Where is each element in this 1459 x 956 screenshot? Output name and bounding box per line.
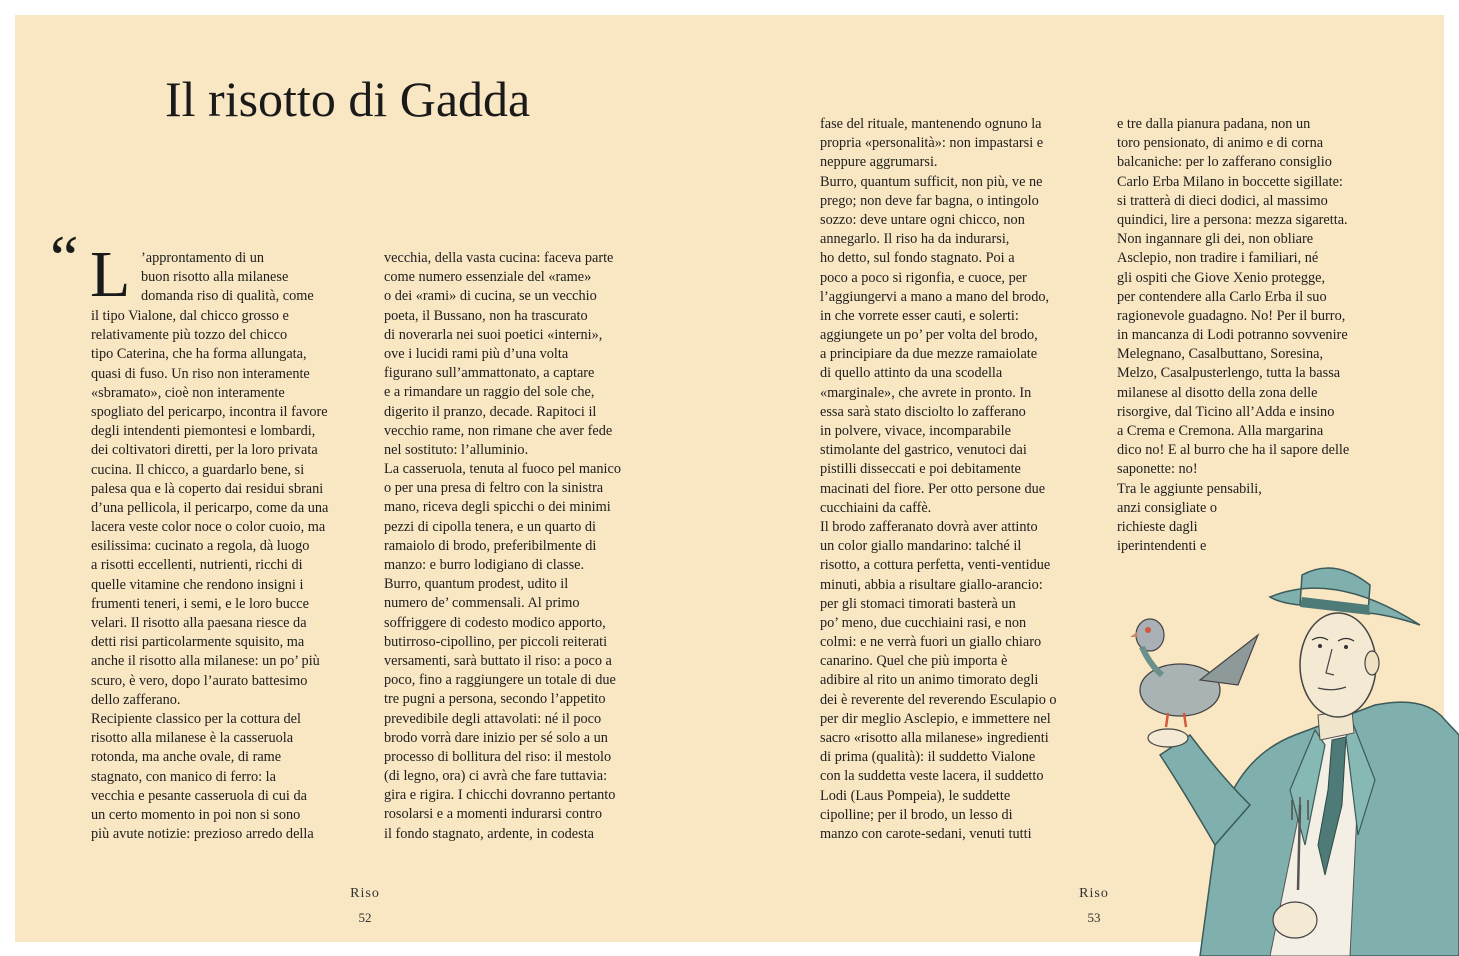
text-line: neppure aggrumarsi. [820, 154, 938, 171]
text-line: dei coltivatori diretti, per la loro privata [91, 442, 318, 459]
text-line: degli intendenti piemontesi e lombardi, [91, 423, 316, 440]
text-line: mano, riceva degli spicchi o dei minimi [384, 499, 611, 516]
text-line: in polvere, vivace, incomparabile [820, 423, 1011, 439]
text-line: colmi: e ne verrà fuori un giallo chiaro [820, 634, 1042, 651]
text-line: quelle vitamine che rendono insigni i [91, 576, 304, 593]
page-title: Il risotto di Gadda [165, 71, 531, 127]
text-line: per gli stomaci timorati basterà un [820, 595, 1016, 612]
text-line: o dei «rami» di cucina, se un vecchio [384, 288, 597, 305]
text-line: l’aggiungervi a mano a mano del brodo, [820, 288, 1050, 305]
text-line: poco a poco si rigonfia, e cuoce, per [820, 269, 1027, 286]
text-line: manzo con carote-sedani, venuti tutti [820, 825, 1032, 842]
text-line: esilissima: cucinato a regola, dà luogo [91, 538, 310, 555]
text-line: a principiare da due mezze ramaiolate [820, 346, 1038, 363]
text-line: gira e rigira. I chicchi dovranno pertanto [384, 787, 616, 804]
text-line: nel sostituto: l’alluminio. [384, 441, 529, 458]
text-line: risorgive, dal Ticino all’Adda e insino [1117, 403, 1335, 420]
text-line: versamenti, sarà buttato il riso: a poco a [384, 652, 612, 669]
text-line: prevedibile degli attavolati: né il poco [384, 710, 602, 727]
text-line: risotto alla milanese è la casseruola [91, 730, 294, 747]
text-line: dei è reverente del reverendo Esculapio o [820, 691, 1057, 708]
drop-cap: L [90, 238, 131, 311]
text-line: digerito il pranzo, decade. Rapitoci il [384, 403, 597, 420]
text-line: ho detto, sul fondo stagnato. Poi a [820, 250, 1015, 267]
running-footer-label: Riso [1079, 886, 1109, 901]
text-line: gli ospiti che Giove Xenio protegge, [1117, 269, 1326, 286]
text-line: saponette: no! [1117, 461, 1198, 478]
text-line: La casseruola, tenuta al fuoco pel manico [384, 461, 621, 478]
text-line: annegarlo. Il riso ha da indurarsi, [820, 231, 1010, 248]
text-line: ragionevole guadagno. No! Per il burro, [1117, 307, 1346, 324]
text-line: balcaniche: per lo zafferano consiglio [1117, 154, 1332, 171]
text-line: po’ meno, due cucchiaini rasi, e non [820, 614, 1027, 631]
text-line: macinati del fiore. Per otto persone due [820, 480, 1046, 497]
text-line: in mancanza di Lodi potranno sovvenire [1117, 327, 1348, 344]
opening-quote-mark: “ [50, 222, 79, 293]
text-line: (di legno, ora) ci avrà che fare tuttavia: [384, 768, 608, 785]
text-line: vecchia e pesante casseruola di cui da [91, 787, 307, 804]
text-line: cipolline; per il brodo, un lesso di [820, 806, 1013, 823]
text-line: iperintendenti e [1117, 538, 1207, 555]
text-column-1-intro [141, 249, 314, 307]
text-line: velari. Il risotto alla paesana riesce da [91, 615, 307, 631]
text-line: Carlo Erba Milano in boccette sigillate: [1117, 173, 1343, 190]
text-line: detti risi particolarmente squisito, ma [91, 634, 305, 651]
illustration-man-with-pigeon [1120, 545, 1459, 956]
text-line: relativamente più tozzo del chicco [91, 327, 288, 344]
text-line: domanda riso di qualità, come [141, 288, 314, 305]
text-line: toro pensionato, di animo e di corna [1117, 135, 1324, 152]
text-line: «sbramato», cioè non interamente [91, 384, 285, 401]
text-line: manzo: e burro lodigiano di classe. [384, 557, 585, 573]
text-line: pistilli disseccati e poi debitamente [820, 461, 1021, 478]
text-line: rosolarsi e a momenti indurarsi contro [384, 806, 602, 823]
page-footer-left [335, 886, 395, 926]
text-line: poco, fino a raggiungere un totale di due [384, 672, 616, 689]
text-line: Tra le aggiunte pensabili, [1117, 480, 1262, 497]
text-line: risotto, a cottura perfetta, venti-ventidue [820, 557, 1051, 574]
text-line: come numero essenziale del «rame» [384, 269, 592, 286]
text-line: a risotti eccellenti, nutrienti, ricchi di [91, 557, 303, 574]
text-line: minuti, abbia a risultare giallo-arancio: [820, 576, 1043, 593]
text-line: tipo Caterina, che ha forma allungata, [91, 346, 307, 363]
text-line: «marginale», che avrete in pronto. In [820, 384, 1032, 401]
text-line: brodo vorrà dare inizio per sé solo a un [384, 729, 608, 746]
text-line: in che vorrete esser cauti, e solerti: [820, 307, 1019, 324]
text-line: lacera veste color noce o color cuoio, ma [91, 519, 326, 536]
text-line: Lodi (Laus Pompeia), le suddette [820, 787, 1011, 804]
text-line: sacro «risotto alla milanese» ingredienti [820, 730, 1049, 746]
text-line: scuro, è vero, dopo l’aurato battesimo [91, 672, 308, 689]
text-line: Non ingannare gli dei, non obliare [1117, 231, 1314, 248]
text-line: numero de’ commensali. Al primo [384, 595, 580, 612]
text-line: spogliato del pericarpo, incontra il favore [91, 403, 328, 420]
text-line: Burro, quantum sufficit, non più, ve ne [820, 173, 1043, 190]
text-column-2 [384, 249, 621, 844]
text-line: cucina. Il chicco, a guardarlo bene, si [91, 461, 305, 478]
text-line: processo di bollitura del riso: il mestolo [384, 748, 612, 765]
text-line: il fondo stagnato, ardente, in codesta [384, 825, 595, 842]
text-line: dello zafferano. [91, 691, 181, 708]
text-line: adibire al rito un animo timorato degli [820, 672, 1039, 689]
text-line: a Crema e Cremona. Alla margarina [1117, 423, 1324, 439]
text-line: propria «personalità»: non impastarsi e [820, 135, 1044, 152]
text-line: Asclepio, non tradire i familiari, né [1117, 250, 1319, 267]
text-line: ove i lucidi rami più d’una volta [384, 345, 569, 362]
text-line: soffriggere di codesto modico apporto, [384, 614, 606, 631]
text-line: aggiungete un po’ per volta del brodo, [820, 327, 1038, 344]
text-line: con la suddetta veste lacera, il suddetto [820, 768, 1044, 785]
text-line: di prima (qualità): il suddetto Vialone [820, 749, 1036, 766]
page-footer-right [1064, 886, 1124, 926]
text-line: figurano sull’ammattonato, a captare [384, 365, 595, 382]
text-column-4 [1117, 115, 1349, 556]
text-line: vecchia, della vasta cucina: faceva parte [384, 250, 614, 266]
text-line: ’approntamento di un [141, 250, 265, 266]
text-line: fase del rituale, mantenendo ognuno la [820, 116, 1042, 132]
text-line: anche il risotto alla milanese: un po’ più [91, 653, 320, 670]
text-line: pezzi di cipolla tenera, e un quarto di [384, 518, 596, 535]
text-line: Burro, quantum prodest, udito il [384, 576, 569, 593]
text-line: quasi di fuso. Un riso non interamente [91, 365, 310, 382]
page-number: 52 [358, 910, 372, 925]
text-line: Il brodo zafferanato dovrà aver attinto [820, 518, 1038, 535]
text-line: si tratterà di dieci dodici, al massimo [1117, 192, 1328, 209]
text-line: per contendere alla Carlo Erba il suo [1117, 288, 1327, 305]
text-line: più avute notizie: prezioso arredo della [91, 826, 314, 843]
text-line: butirroso-cipollino, per piccoli reiterati [384, 633, 608, 650]
text-line: sozzo: deve untare ogni chicco, non [820, 211, 1025, 228]
text-line: di quello attinto da una scodella [820, 365, 1003, 382]
running-footer-label: Riso [350, 886, 380, 901]
text-line: quindici, lire a persona: mezza sigaretta. [1117, 211, 1348, 228]
text-line: un color giallo mandarino: talché il [820, 538, 1022, 555]
text-line: buon risotto alla milanese [141, 269, 289, 286]
text-line: stimolante del gastrico, venutoci dai [820, 442, 1027, 459]
text-line: d’una pellicola, il pericarpo, come da una [91, 499, 329, 516]
text-line: rotonda, ma anche ovale, di rame [91, 749, 282, 766]
text-line: vecchio rame, non rimane che aver fede [384, 422, 613, 439]
text-line: cucchiaini da caffè. [820, 499, 932, 516]
text-line: Melegnano, Casalbuttano, Soresina, [1117, 346, 1324, 363]
text-line: dico no! E al burro che ha il sapore delle [1117, 442, 1350, 459]
text-line: o per una presa di feltro con la sinistra [384, 480, 604, 497]
page-number: 53 [1087, 910, 1101, 925]
text-line: stagnato, con manico di ferro: la [91, 768, 277, 785]
text-line: canarino. Quel che più importa è [820, 653, 1008, 670]
text-column-1 [91, 307, 328, 844]
text-line: il tipo Vialone, dal chicco grosso e [91, 308, 289, 324]
text-line: frumenti teneri, i semi, e le loro bucce [91, 595, 309, 612]
text-line: ramaiolo di brodo, preferibilmente di [384, 537, 597, 554]
text-line: tre pugni a persona, secondo l’appetito [384, 691, 606, 708]
text-line: Melzo, Casalpusterlengo, tutta la bassa [1117, 365, 1341, 382]
text-line: palesa qua e là coperto dai residui sbrani [91, 480, 324, 497]
text-line: essa sarà stato disciolto lo zafferano [820, 403, 1026, 420]
text-line: poeta, il Bussano, non ha trascurato [384, 307, 588, 324]
text-line: per dir meglio Asclepio, e immettere nel [820, 710, 1051, 727]
text-line: prego; non deve far bagna, o intingolo [820, 192, 1039, 209]
text-line: anzi consigliate o [1117, 499, 1218, 516]
text-line: e tre dalla pianura padana, non un [1117, 116, 1311, 132]
text-line: e a rimandare un raggio del sole che, [384, 384, 595, 401]
text-column-3 [820, 115, 1057, 844]
text-line: un certo momento in poi non si sono [91, 806, 301, 823]
text-line: richieste dagli [1117, 518, 1198, 535]
text-line: milanese al disotto della zona delle [1117, 384, 1318, 401]
text-line: Recipiente classico per la cottura del [91, 710, 301, 727]
text-line: di noverarla nei suoi poetici «interni», [384, 326, 603, 343]
